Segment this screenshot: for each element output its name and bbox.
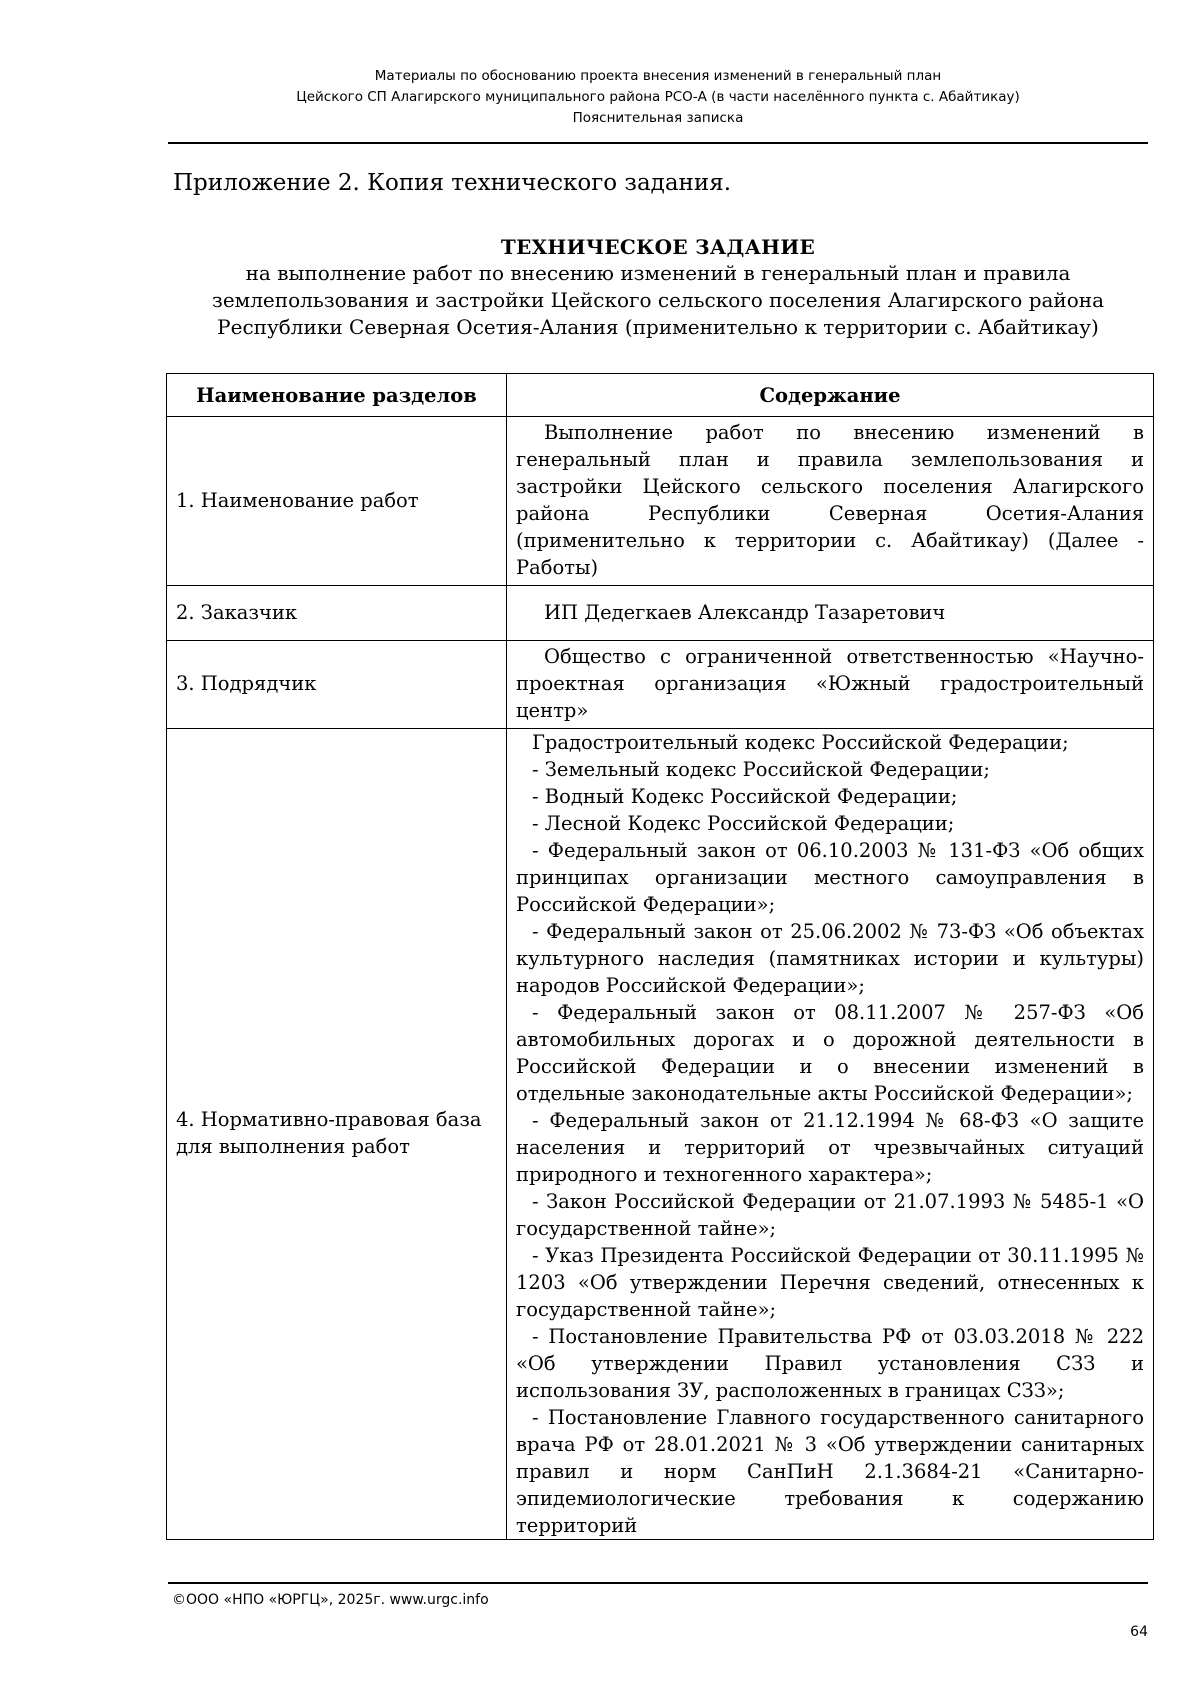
section-content-cell: [507, 417, 1154, 586]
document-subtitle-line: на выполнение работ по внесению изменений в генеральный план и правила: [245, 261, 1071, 285]
section-content-text: ИП Дедегкаев Александр Тазаретович: [544, 600, 946, 624]
header-line-2: Цейского СП Алагирского муниципального района РСО-А (в части населённого пункта с. Абайтикау): [296, 89, 1020, 105]
page-header: [168, 66, 1148, 129]
document-title: ТЕХНИЧЕСКОЕ ЗАДАНИЕ: [500, 235, 816, 259]
appendix-title: Приложение 2. Копия технического задания.: [173, 170, 732, 196]
section-content-cell: [507, 641, 1154, 729]
legal-basis-item: - Закон Российской Федерации от 21.07.1993 № 5485-1 «О государственной тайне»;: [516, 1190, 1144, 1240]
section-content-cell: [507, 729, 1154, 1540]
column-header-sections: Наименование разделов: [167, 374, 507, 417]
legal-basis-item: - Федеральный закон от 25.06.2002 № 73-ФЗ «Об объектах культурного наследия (памятниках истории и культуры) народов Российской Федерации»;: [516, 920, 1144, 997]
legal-basis-item: - Лесной Кодекс Российской Федерации;: [532, 812, 955, 835]
table-header-row: [167, 374, 1154, 417]
table-row: [167, 586, 1154, 641]
table-row: [167, 729, 1154, 1540]
legal-basis-item: - Постановление Главного государственного санитарного врача РФ от 28.01.2021 № 3 «Об утверждении санитарных правил и норм СанПиН 2.1.3684-21 «Санитарно-эпидемиологические требования к содержанию территорий: [516, 1406, 1144, 1537]
section-name-cell: 3. Подрядчик: [167, 641, 507, 729]
section-name-cell: 4. Нормативно-правовая база для выполнения работ: [167, 729, 507, 1540]
document-subtitle-line: землепользования и застройки Цейского сельского поселения Алагирского района: [211, 288, 1105, 312]
legal-basis-item: - Федеральный закон от 08.11.2007 № 257-ФЗ «Об автомобильных дорогах и о дорожной деятельности в Российской Федерации и о внесении изменений в отдельные законодательные акты Российской Федерации»;: [516, 1001, 1144, 1105]
legal-basis-item: - Указ Президента Российской Федерации от 30.11.1995 № 1203 «Об утверждении Перечня сведений, отнесенных к государственной тайне»;: [516, 1244, 1144, 1321]
legal-basis-item: - Федеральный закон от 06.10.2003 № 131-ФЗ «Об общих принципах организации местного самоуправления в Российской Федерации»;: [516, 839, 1144, 916]
table-row: [167, 641, 1154, 729]
footer-divider: [168, 1582, 1148, 1584]
header-divider: [168, 142, 1148, 144]
legal-basis-item: Градостроительный кодекс Российской Федерации;: [532, 731, 1069, 754]
legal-basis-item: - Постановление Правительства РФ от 03.03.2018 № 222 «Об утверждении Правил установления СЗЗ и использования ЗУ, расположенных в границах СЗЗ»;: [516, 1325, 1144, 1402]
legal-basis-item: - Федеральный закон от 21.12.1994 № 68-ФЗ «О защите населения и территорий от чрезвычайных ситуаций природного и техногенного характера»;: [516, 1109, 1144, 1186]
specification-table: [166, 373, 1154, 1540]
footer-copyright: ©ООО «НПО «ЮРГЦ», 2025г. www.urgc.info: [172, 1592, 489, 1608]
section-content-text: Общество с ограниченной ответственностью «Научно-проектная организация «Южный градостроительный центр»: [516, 645, 1144, 722]
section-content-cell: [507, 586, 1154, 641]
legal-basis-item: - Водный Кодекс Российской Федерации;: [532, 785, 958, 808]
header-line-1: Материалы по обоснованию проекта внесения изменений в генеральный план: [374, 68, 942, 84]
section-name-cell: 1. Наименование работ: [167, 417, 507, 586]
page-number: 64: [1130, 1624, 1148, 1640]
header-line-3: Пояснительная записка: [572, 110, 744, 126]
table-row: [167, 417, 1154, 586]
column-header-content: Содержание: [507, 374, 1154, 417]
legal-basis-item: - Земельный кодекс Российской Федерации;: [532, 758, 990, 781]
document-subtitle-line: Республики Северная Осетия-Алания (применительно к территории с. Абайтикау): [217, 315, 1099, 339]
section-name-cell: 2. Заказчик: [167, 586, 507, 641]
section-content-text: Выполнение работ по внесению изменений в генеральный план и правила землепользования и застройки Цейского сельского поселения Алагирского района Республики Северная Осетия-Алания (применительно к территории с. Абайтикау) (Далее - Работы): [516, 421, 1144, 579]
document-title-block: [168, 234, 1148, 341]
